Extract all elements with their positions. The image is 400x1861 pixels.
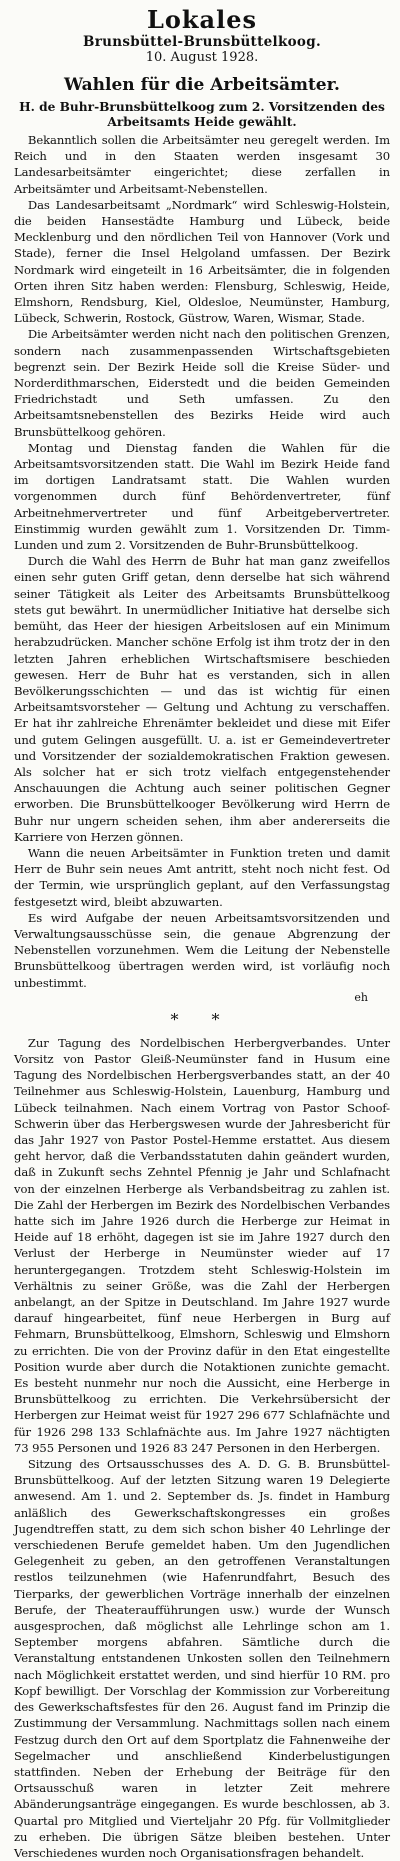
article-paragraph: Die Arbeitsämter werden nicht nach den politischen Grenzen, sondern nach zusammenpassenden Wirtschaftsgebieten begrenzt sein. Der Bezirk Heide soll die Kreise Süder- und Norderdithmarschen, Eiderstedt und die beiden Gemeinden Friedrichstadt und Seth umfassen. Zu den Arbeitsamtsnebenstellen des Bezirks Heide wird auch Brunsbüttelkoog gehören. <box>14 327 390 439</box>
section-place: Brunsbüttel-Brunsbüttelkoog. <box>83 34 321 50</box>
article-subhead: H. de Buhr-Brunsbüttelkoog zum 2. Vorsitzenden des Arbeitsamts Heide gewählt. <box>19 100 385 129</box>
section-date: 10. August 1928. <box>145 50 259 65</box>
article-paragraph: Das Landesarbeitsamt „Nordmark“ wird Schleswig-Holstein, die beiden Hansestädte Hamburg und Lübeck, beide Mecklenburg und den nördlichen Teil von Hannover (Vork und Stade), ferner die Insel Helgoland umfassen. Der Bezirk Nordmark wird eingeteilt in 16 Arbeitsämter, die in folgenden Orten ihren Sitz haben werden: Flensburg, Schleswig, Heide, Elmshorn, Rendsburg, Kiel, Oldesloe, Neumünster, Hamburg, Lübeck, Schwerin, Rostock, Güstrow, Waren, Wismar, Stade. <box>14 197 390 326</box>
author-signature: eh <box>354 990 368 1004</box>
news-item: Zur Tagung des Nordelbischen Herbergverbandes. Unter Vorsitz von Pastor Gleiß-Neumünster fand in Husum eine Tagung des Nordelbischen Herbergsverbandes statt, an der 40 Teilnehmer aus Schleswig-Holstein, Lauenburg, Hamburg und Lübeck teilnahmen. Nach einem Vortrag von Pastor Schoof-Schwerin über das Herbergswesen wurde der Jahresbericht für das Jahr 1927 von Pastor Postel-Hemme erstattet. Aus diesem geht hervor, daß die Verbandsstatuten dahin geändert wurden, daß in Zukunft sechs Zehntel Pfennig je Jahr und Schlafnacht von der einzelnen Herberge als Verbandsbeitrag zu zahlen ist. Die Zahl der Herbergen im Bezirk des Nordelbischen Verbandes hatte sich im Jahre 1926 durch die Herberge zur Heimat in Heide auf 18 erhöht, dagegen ist sie im Jahre 1927 durch den Verlust der Herberge in Neumünster wieder auf 17 heruntergegangen. Trotzdem steht Schleswig-Holstein im Verhältnis zu seiner Größe, was die Zahl der Herbergen anbelangt, an der Spitze in Deutschland. Im Jahre 1927 wurde darauf hingearbeitet, fünf neue Herbergen in Burg auf Fehmarn, Brunsbüttelkoog, Elmshorn, Schleswig und Elmshorn zu errichten. Die von der Provinz dafür in den Etat eingestellte Position wurde aber durch die Notaktionen zunichte gemacht. Es besteht nunmehr nur noch die Aussicht, eine Herberge in Brunsbüttelkoog zu errichten. Die Verkehrsübersicht der Herbergen zur Heimat weist für 1927 296 677 Schlafnächte und für 1926 298 133 Schlafnächte aus. Im Jahre 1927 nächtigten 73 955 Personen und 1926 83 247 Personen in den Herbergen. <box>14 1035 390 1455</box>
article-paragraph: Durch die Wahl des Herrn de Buhr hat man ganz zweifellos einen sehr guten Griff getan, denn derselbe hat sich während seiner Tätigkeit als Leiter des Arbeitsamts Brunsbüttelkoog stets gut bewährt. In unermüdlicher Initiative hat derselbe sich bemüht, das Heer der hiesigen Arbeitslosen auf ein Minimum herabzudrücken. Mancher schöne Erfolg ist ihm trotz der in den letzten Jahren erheblichen Wirtschaftsmisere beschieden gewesen. Herr de Buhr hat es verstanden, sich in allen Bevölkerungsschichten — und das ist wichtig für einen Arbeitsamtsvorsteher — Geltung und Achtung zu verschaffen. Er hat ihr zahlreiche Ehrenämter bekleidet und diese mit Eifer und gutem Gelingen ausgefüllt. U. a. ist er Gemeindevertreter und Vorsitzender der sozialdemokratischen Fraktion gewesen. Als solcher hat er sich trotz vielfach entgegenstehender Anschauungen die Achtung auch seiner politischen Gegner erworben. Die Brunsbüttelkooger Bevölkerung wird Herrn de Buhr nur ungern scheiden sehen, ihm aber andererseits die Karriere von Herzen gönnen. <box>14 554 390 844</box>
news-item: Sitzung des Ortsausschusses des A. D. G. B. Brunsbüttel-Brunsbüttelkoog. Auf der letzten Sitzung waren 19 Delegierte anwesend. Am 1. und 2. September ds. Js. findet in Hamburg anläßlich des Gewerkschaftskongresses ein großes Jugendtreffen statt, zu dem sich schon bisher 40 Lehrlinge der verschiedenen Berufe gemeldet haben. Um den Jugendlichen Gelegenheit zu geben, an den getroffenen Veranstaltungen restlos teilzunehmen (wie Hafenrundfahrt, Besuch des Tierparks, der gewerblichen Vorträge innerhalb der einzelnen Berufe, der Theateraufführungen usw.) wurde der Wunsch ausgesprochen, daß möglichst alle Lehrlinge schon am 1. September morgens abfahren. Sämtliche durch die Veranstaltung entstandenen Unkosten sollen den Teilnehmern nach Möglichkeit erstattet werden, und sind hierfür 10 RM. pro Kopf bewilligt. Der Vorschlag der Kommission zur Vorbereitung des Gewerkschaftsfestes für den 26. August fand im Prinzip die Zustimmung der Versammlung. Nachmittags sollen nach einem Festzug durch den Ort auf dem Sportplatz die Fahnenweihe der Segelmacher und anschließend Kinderbelustigungen stattfinden. Neben der Erhebung der Beiträge für den Ortsausschuß waren in letzter Zeit mehrere Abänderungsanträge eingegangen. Es wurde beschlossen, ab 3. Quartal pro Mitglied und Vierteljahr 20 Pfg. für Vollmitglieder zu erheben. Die übrigen Sätze bleiben bestehen. Unter Verschiedenes wurden noch Organisationsfragen behandelt. <box>14 1457 390 1860</box>
article-paragraph: Montag und Dienstag fanden die Wahlen für die Arbeitsamtsvorsitzenden statt. Die Wahl im Bezirk Heide fand im dortigen Landratsamt statt. Die Wahlen wurden vorgenommen durch fünf Behördenvertreter, fünf Arbeitnehmervertreter und fünf Arbeitgebervertreter. Einstimmig wurden gewählt zum 1. Vorsitzenden Dr. Timm-Lunden und zum 2. Vorsitzenden de Buhr-Brunsbüttelkoog. <box>14 440 390 553</box>
section-title: Lokales <box>147 5 257 34</box>
article-paragraph: Es wird Aufgabe der neuen Arbeitsamtsvorsitzenden und Verwaltungsausschüsse sein, die genaue Abgrenzung der Nebenstellen vorzunehmen. Wem die Leitung der Nebenstelle Brunsbüttelkoog übertragen werden wird, ist vorläufig noch unbestimmt. <box>14 910 390 990</box>
article-paragraph: Bekanntlich sollen die Arbeitsämter neu geregelt werden. Im Reich und in den Staaten werden insgesamt 30 Landesarbeitsämter eingerichtet; diese zerfallen in Arbeitsämter und Arbeitsamt-Nebenstellen. <box>14 133 390 196</box>
article-headline: Wahlen für die Arbeitsämter. <box>64 75 340 95</box>
section-separator: * * <box>170 1009 234 1029</box>
article-paragraph: Wann die neuen Arbeitsämter in Funktion treten und damit Herr de Buhr sein neues Amt antritt, steht noch nicht fest. Od der Termin, wie ursprünglich geplant, auf den Verfassungstag festgesetzt wird, bleibt abzuwarten. <box>14 845 390 909</box>
